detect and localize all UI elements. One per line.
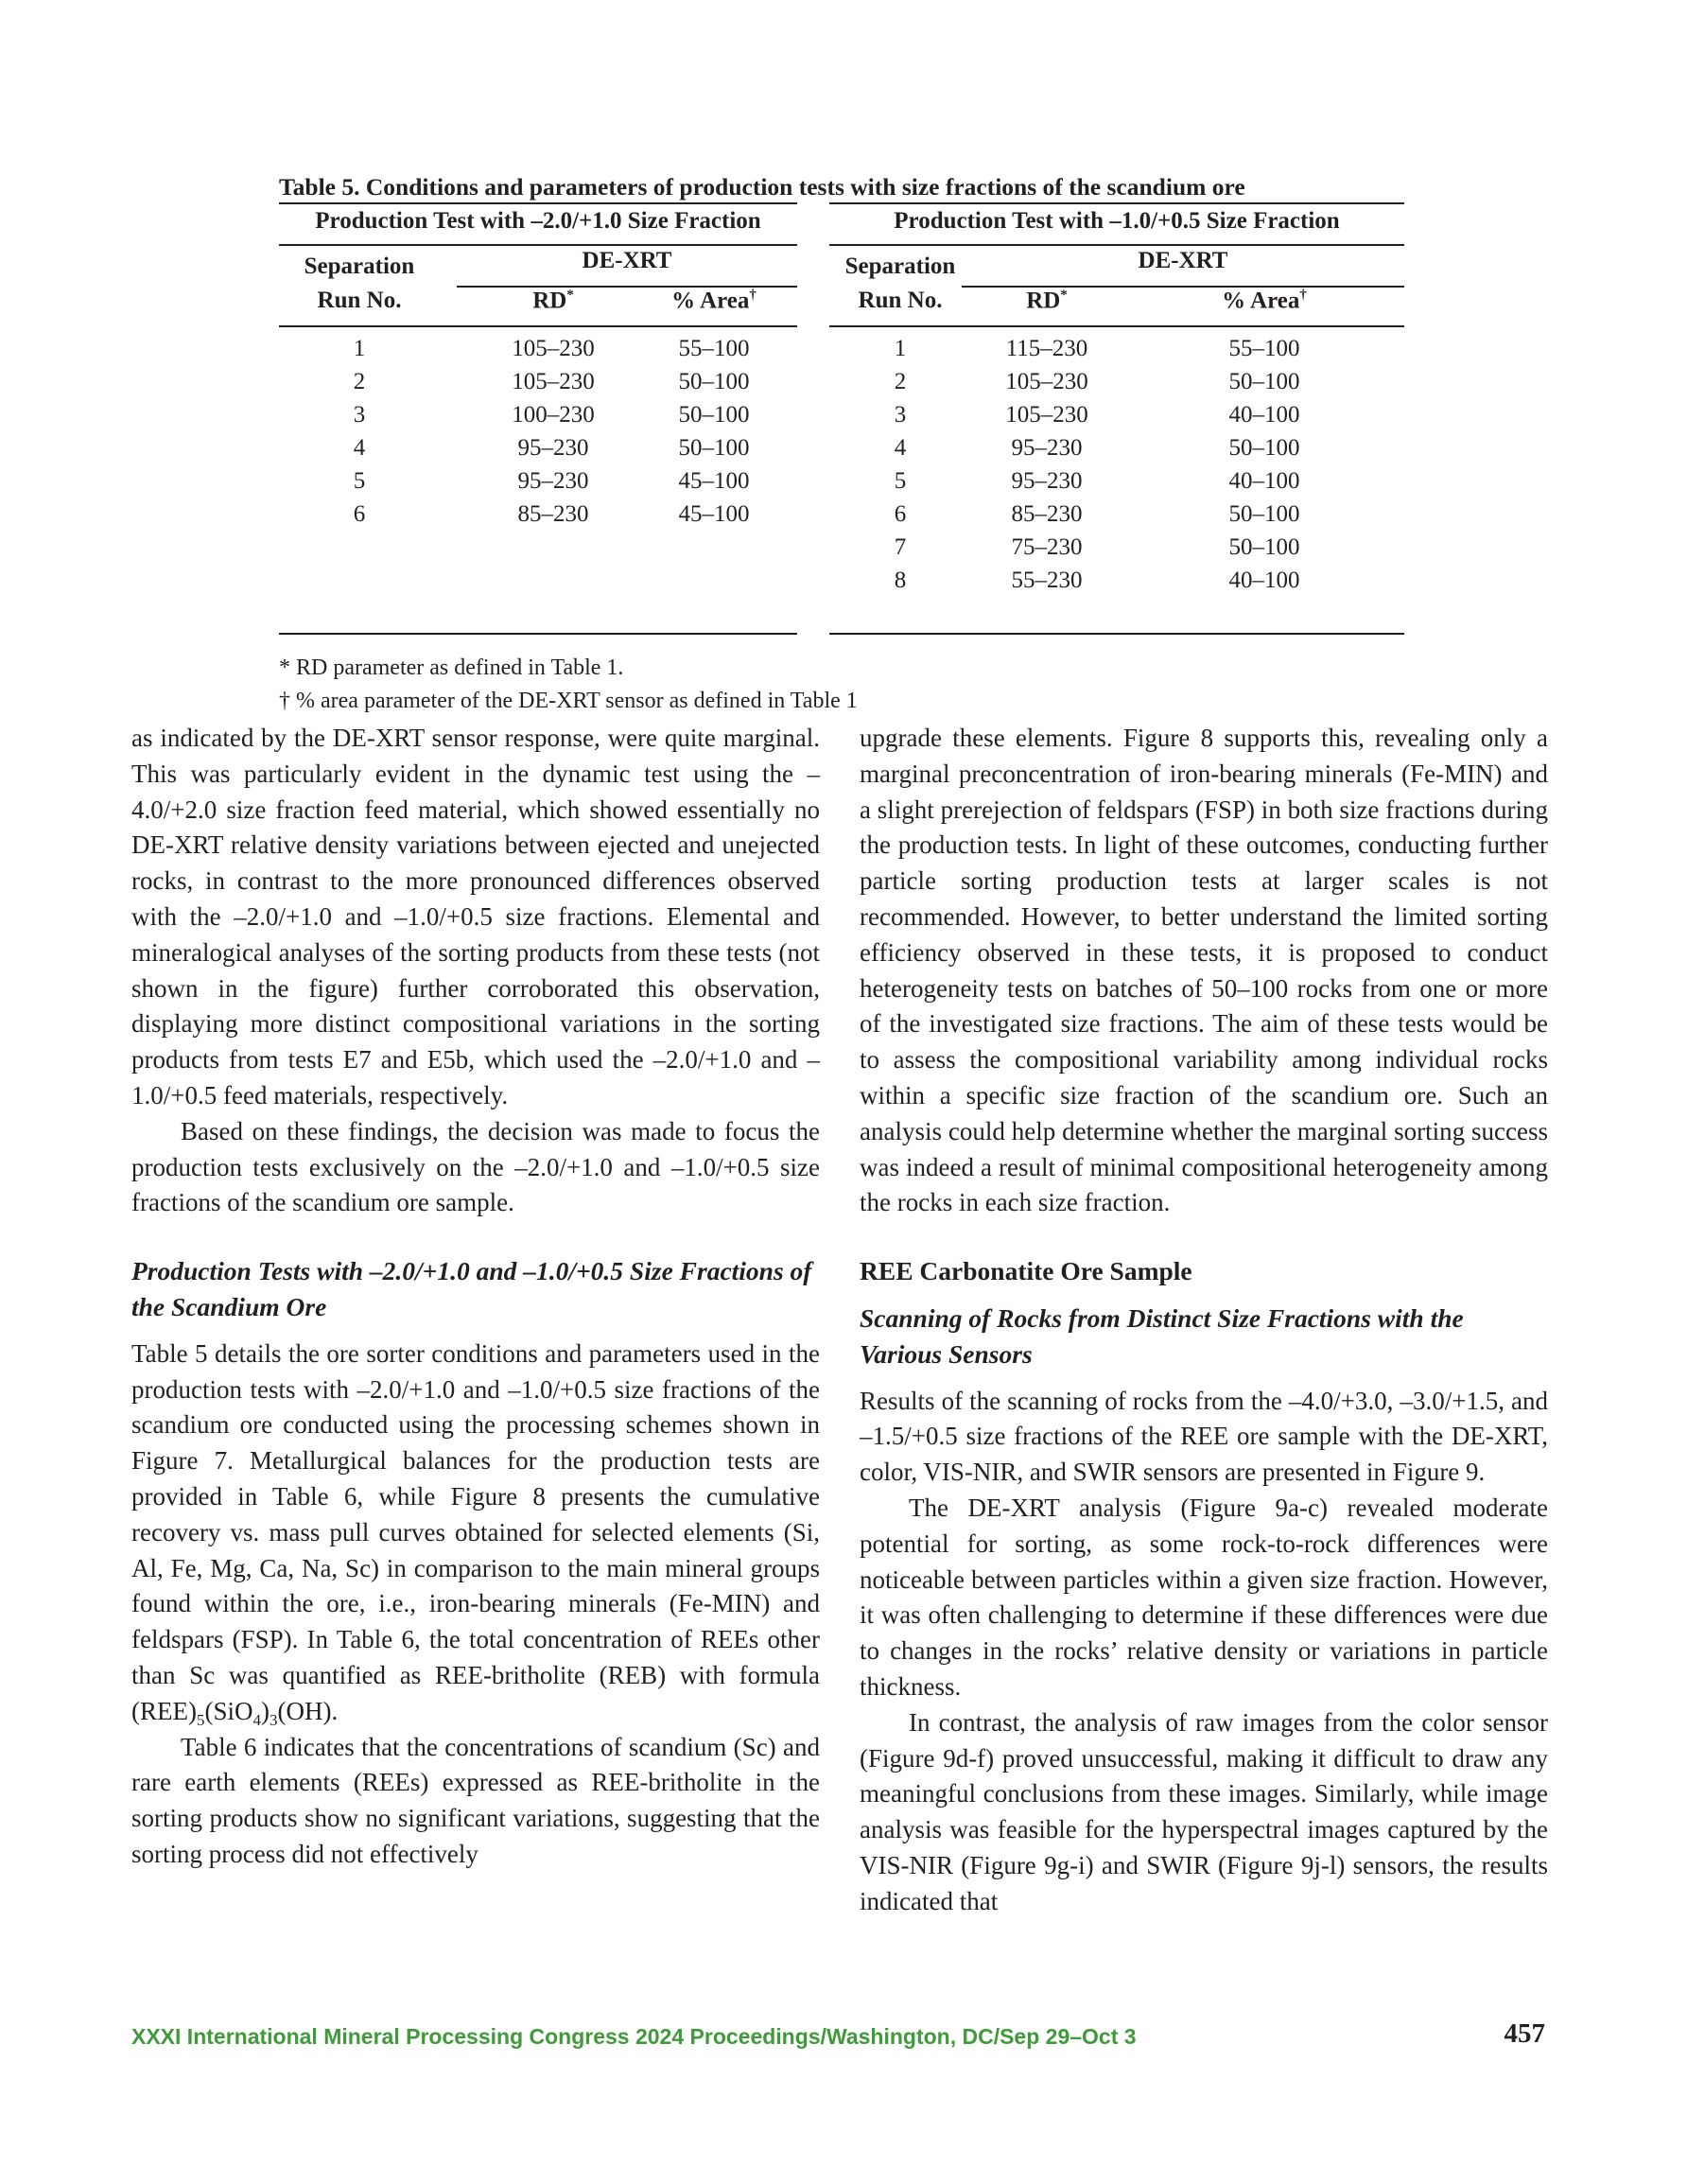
col-header-rd: RD* xyxy=(532,288,574,314)
table-cell-area: 50–100 xyxy=(678,435,750,461)
right-subtable-title: Production Test with –1.0/+0.5 Size Fraction xyxy=(894,208,1340,234)
col-header-run-no: Run No. xyxy=(858,288,943,313)
left-subtable-title: Production Test with –2.0/+1.0 Size Fraction xyxy=(315,208,761,234)
table-cell-run-no: 5 xyxy=(894,468,907,494)
paragraph: Based on these findings, the decision was made to focus the production tests exclusively on the –2.0/+1.0 and –1.0/+0.5 size fractions of the scandium ore sample. xyxy=(131,1116,820,1217)
table-cell-rd: 105–230 xyxy=(512,369,595,394)
subsection-heading: Scanning of Rocks from Distinct Size Fractions with the Various Sensors xyxy=(860,1302,1464,1369)
table-cell-run-no: 8 xyxy=(894,568,907,593)
col-header-run-no: Run No. xyxy=(317,288,402,313)
table-cell-run-no: 6 xyxy=(353,501,366,527)
table-cell-run-no: 5 xyxy=(353,468,366,494)
table-cell-rd: 105–230 xyxy=(512,336,595,361)
table-cell-rd: 85–230 xyxy=(517,501,589,527)
paragraph: as indicated by the DE-XRT sensor response, were quite marginal. This was particularly evident in the dynamic test using the –4.0/+2.0 size fraction feed material, which showed essentially no DE-XRT relative density variations between ejected and unejected rocks, in contrast to the more pronounced differences observed with the –2.0/+1.0 and –1.0/+0.5 size fractions. Elemental and mineralogical analyses of the sorting products from these tests (not shown in the figure) further corroborated this observation, displaying more distinct compositional variations in the sorting products from tests E7 and E5b, which used the –2.0/+1.0 and –1.0/+0.5 feed materials, respectively. xyxy=(131,724,820,1109)
table-cell-rd: 95–230 xyxy=(1011,435,1083,461)
section-heading: REE Carbonatite Ore Sample xyxy=(860,1256,1192,1286)
table-cell-rd: 95–230 xyxy=(517,468,589,494)
table-cell-rd: 85–230 xyxy=(1011,501,1083,527)
table-cell-area: 50–100 xyxy=(1228,501,1300,527)
title-rule xyxy=(829,244,1404,246)
table-cell-rd: 105–230 xyxy=(1005,369,1088,394)
paragraph: The DE-XRT analysis (Figure 9a-c) revealed moderate potential for sorting, as some rock-to-rock differences were noticeable between particles within a given size fraction. However, it was often challenging to determine if these differences were due to changes in the rocks’ relative density or variations in particle thickness. xyxy=(860,1493,1548,1701)
table-cell-area: 40–100 xyxy=(1228,468,1300,494)
group-header-de-xrt: DE-XRT xyxy=(582,248,672,273)
table-cell-run-no: 2 xyxy=(353,369,366,394)
table-cell-area: 40–100 xyxy=(1228,402,1300,428)
footnote-rd: * RD parameter as defined in Table 1. xyxy=(279,655,624,680)
table-footnotes xyxy=(279,652,858,718)
top-rule xyxy=(279,202,797,204)
table-cell-area: 55–100 xyxy=(1228,336,1300,361)
header-rule xyxy=(279,325,797,327)
table-cell-run-no: 3 xyxy=(353,402,366,428)
header-rule xyxy=(829,325,1404,327)
table-cell-run-no: 6 xyxy=(894,501,907,527)
table-cell-rd: 100–230 xyxy=(512,402,595,428)
table-cell-run-no: 1 xyxy=(894,336,907,361)
table-cell-rd: 105–230 xyxy=(1005,402,1088,428)
page-number: 457 xyxy=(1504,2018,1545,2049)
paragraph: Table 5 details the ore sorter conditions and parameters used in the production tests with –2.0/+1.0 and –1.0/+0.5 size fractions of the scandium ore conducted using the processing schemes shown in Figure 7. Metallurgical balances for the production tests are provided in Table 6, while Figure 8 presents the cumulative recovery vs. mass pull curves obtained for selected elements (Si, Al, Fe, Mg, Ca, Na, Sc) in comparison to the main mineral groups found within the ore, i.e., iron-bearing minerals (Fe-MIN) and feldspars (FSP). In Table 6, the total concentration of REEs other than Sc was quantified as REE-britholite (REB) with formula $(REE)_5(SiO_4)_3(OH)$. xyxy=(131,1338,820,1729)
table-cell-run-no: 3 xyxy=(894,402,907,428)
col-header-separation: Separation xyxy=(304,253,415,279)
group-header-de-xrt: DE-XRT xyxy=(1138,248,1228,273)
table-cell-area: 50–100 xyxy=(1228,435,1300,461)
bottom-rule xyxy=(279,633,797,635)
section-heading: Production Tests with –2.0/+1.0 and –1.0/+0.5 Size Fractions of the Scandium Ore xyxy=(131,1256,812,1321)
paragraph: Table 6 indicates that the concentrations of scandium (Sc) and rare earth elements (REEs) expressed as REE-britholite in the sorting products show no significant variations, suggesting that the sorting process did not effectively xyxy=(131,1732,820,1868)
table-cell-area: 40–100 xyxy=(1228,568,1300,593)
col-header-separation: Separation xyxy=(844,253,956,279)
proceedings-footer: XXXI International Mineral Processing Congress 2024 Proceedings/Washington, DC/Sep 29–Oct 3 xyxy=(131,2024,1137,2049)
top-rule xyxy=(829,202,1404,204)
table-cell-area: 55–100 xyxy=(678,336,750,361)
table-cell-area: 50–100 xyxy=(678,369,750,394)
table-cell-run-no: 2 xyxy=(894,369,907,394)
right-column xyxy=(860,721,1548,1920)
table-cell-rd: 55–230 xyxy=(1011,568,1083,593)
bottom-rule xyxy=(829,633,1404,635)
col-header-area: % Area† xyxy=(671,288,757,314)
col-header-area: % Area† xyxy=(1222,288,1307,314)
table-cell-rd: 75–230 xyxy=(1011,534,1083,560)
paragraph: Results of the scanning of rocks from the –4.0/+3.0, –3.0/+1.5, and –1.5/+0.5 size fractions of the REE ore sample with the DE-XRT, color, VIS-NIR, and SWIR sensors are presented in Figure 9. xyxy=(860,1386,1548,1487)
table-cell-area: 45–100 xyxy=(678,501,750,527)
table-cell-run-no: 4 xyxy=(353,435,366,461)
table-cell-run-no: 1 xyxy=(353,336,366,361)
table-cell-run-no: 7 xyxy=(894,534,907,560)
table-body xyxy=(279,202,1404,713)
col-header-rd: RD* xyxy=(1026,288,1068,314)
table-5 xyxy=(279,172,1404,713)
left-column xyxy=(131,721,820,1873)
table-caption: Table 5. Conditions and parameters of production tests with size fractions of the scandium ore xyxy=(279,173,1245,201)
table-cell-rd: 95–230 xyxy=(517,435,589,461)
paragraph: In contrast, the analysis of raw images from the color sensor (Figure 9d-f) proved unsuccessful, making it difficult to draw any meaningful conclusions from these images. Similarly, while image analysis was feasible for the hyperspectral images captured by the VIS-NIR (Figure 9g-i) and SWIR (Figure 9j-l) sensors, the results indicated that xyxy=(860,1707,1548,1915)
paragraph: upgrade these elements. Figure 8 supports this, revealing only a marginal preconcentration of iron-bearing minerals (Fe-MIN) and a slight prerejection of feldspars (FSP) in both size fractions during the production tests. In light of these outcomes, conducting further particle sorting production tests at larger scales is not recommended. However, to better understand the limited sorting efficiency observed in these tests, it is proposed to conduct heterogeneity tests on batches of 50–100 rocks from one or more of the investigated size fractions. The aim of these tests would be to assess the compositional variability among individual rocks within a specific size fraction of the scandium ore. Such an analysis could help determine whether the marginal sorting success was indeed a result of minimal compositional heterogeneity among the rocks in each size fraction. xyxy=(860,724,1548,1217)
table-cell-area: 50–100 xyxy=(1228,369,1300,394)
footnote-area: † % area parameter of the DE-XRT sensor as defined in Table 1 xyxy=(279,689,858,713)
table-cell-area: 50–100 xyxy=(1228,534,1300,560)
title-rule xyxy=(279,244,797,246)
table-cell-area: 50–100 xyxy=(678,402,750,428)
table-cell-rd: 95–230 xyxy=(1011,468,1083,494)
table-cell-rd: 115–230 xyxy=(1005,336,1088,361)
table-cell-area: 45–100 xyxy=(678,468,750,494)
table-cell-run-no: 4 xyxy=(894,435,907,461)
